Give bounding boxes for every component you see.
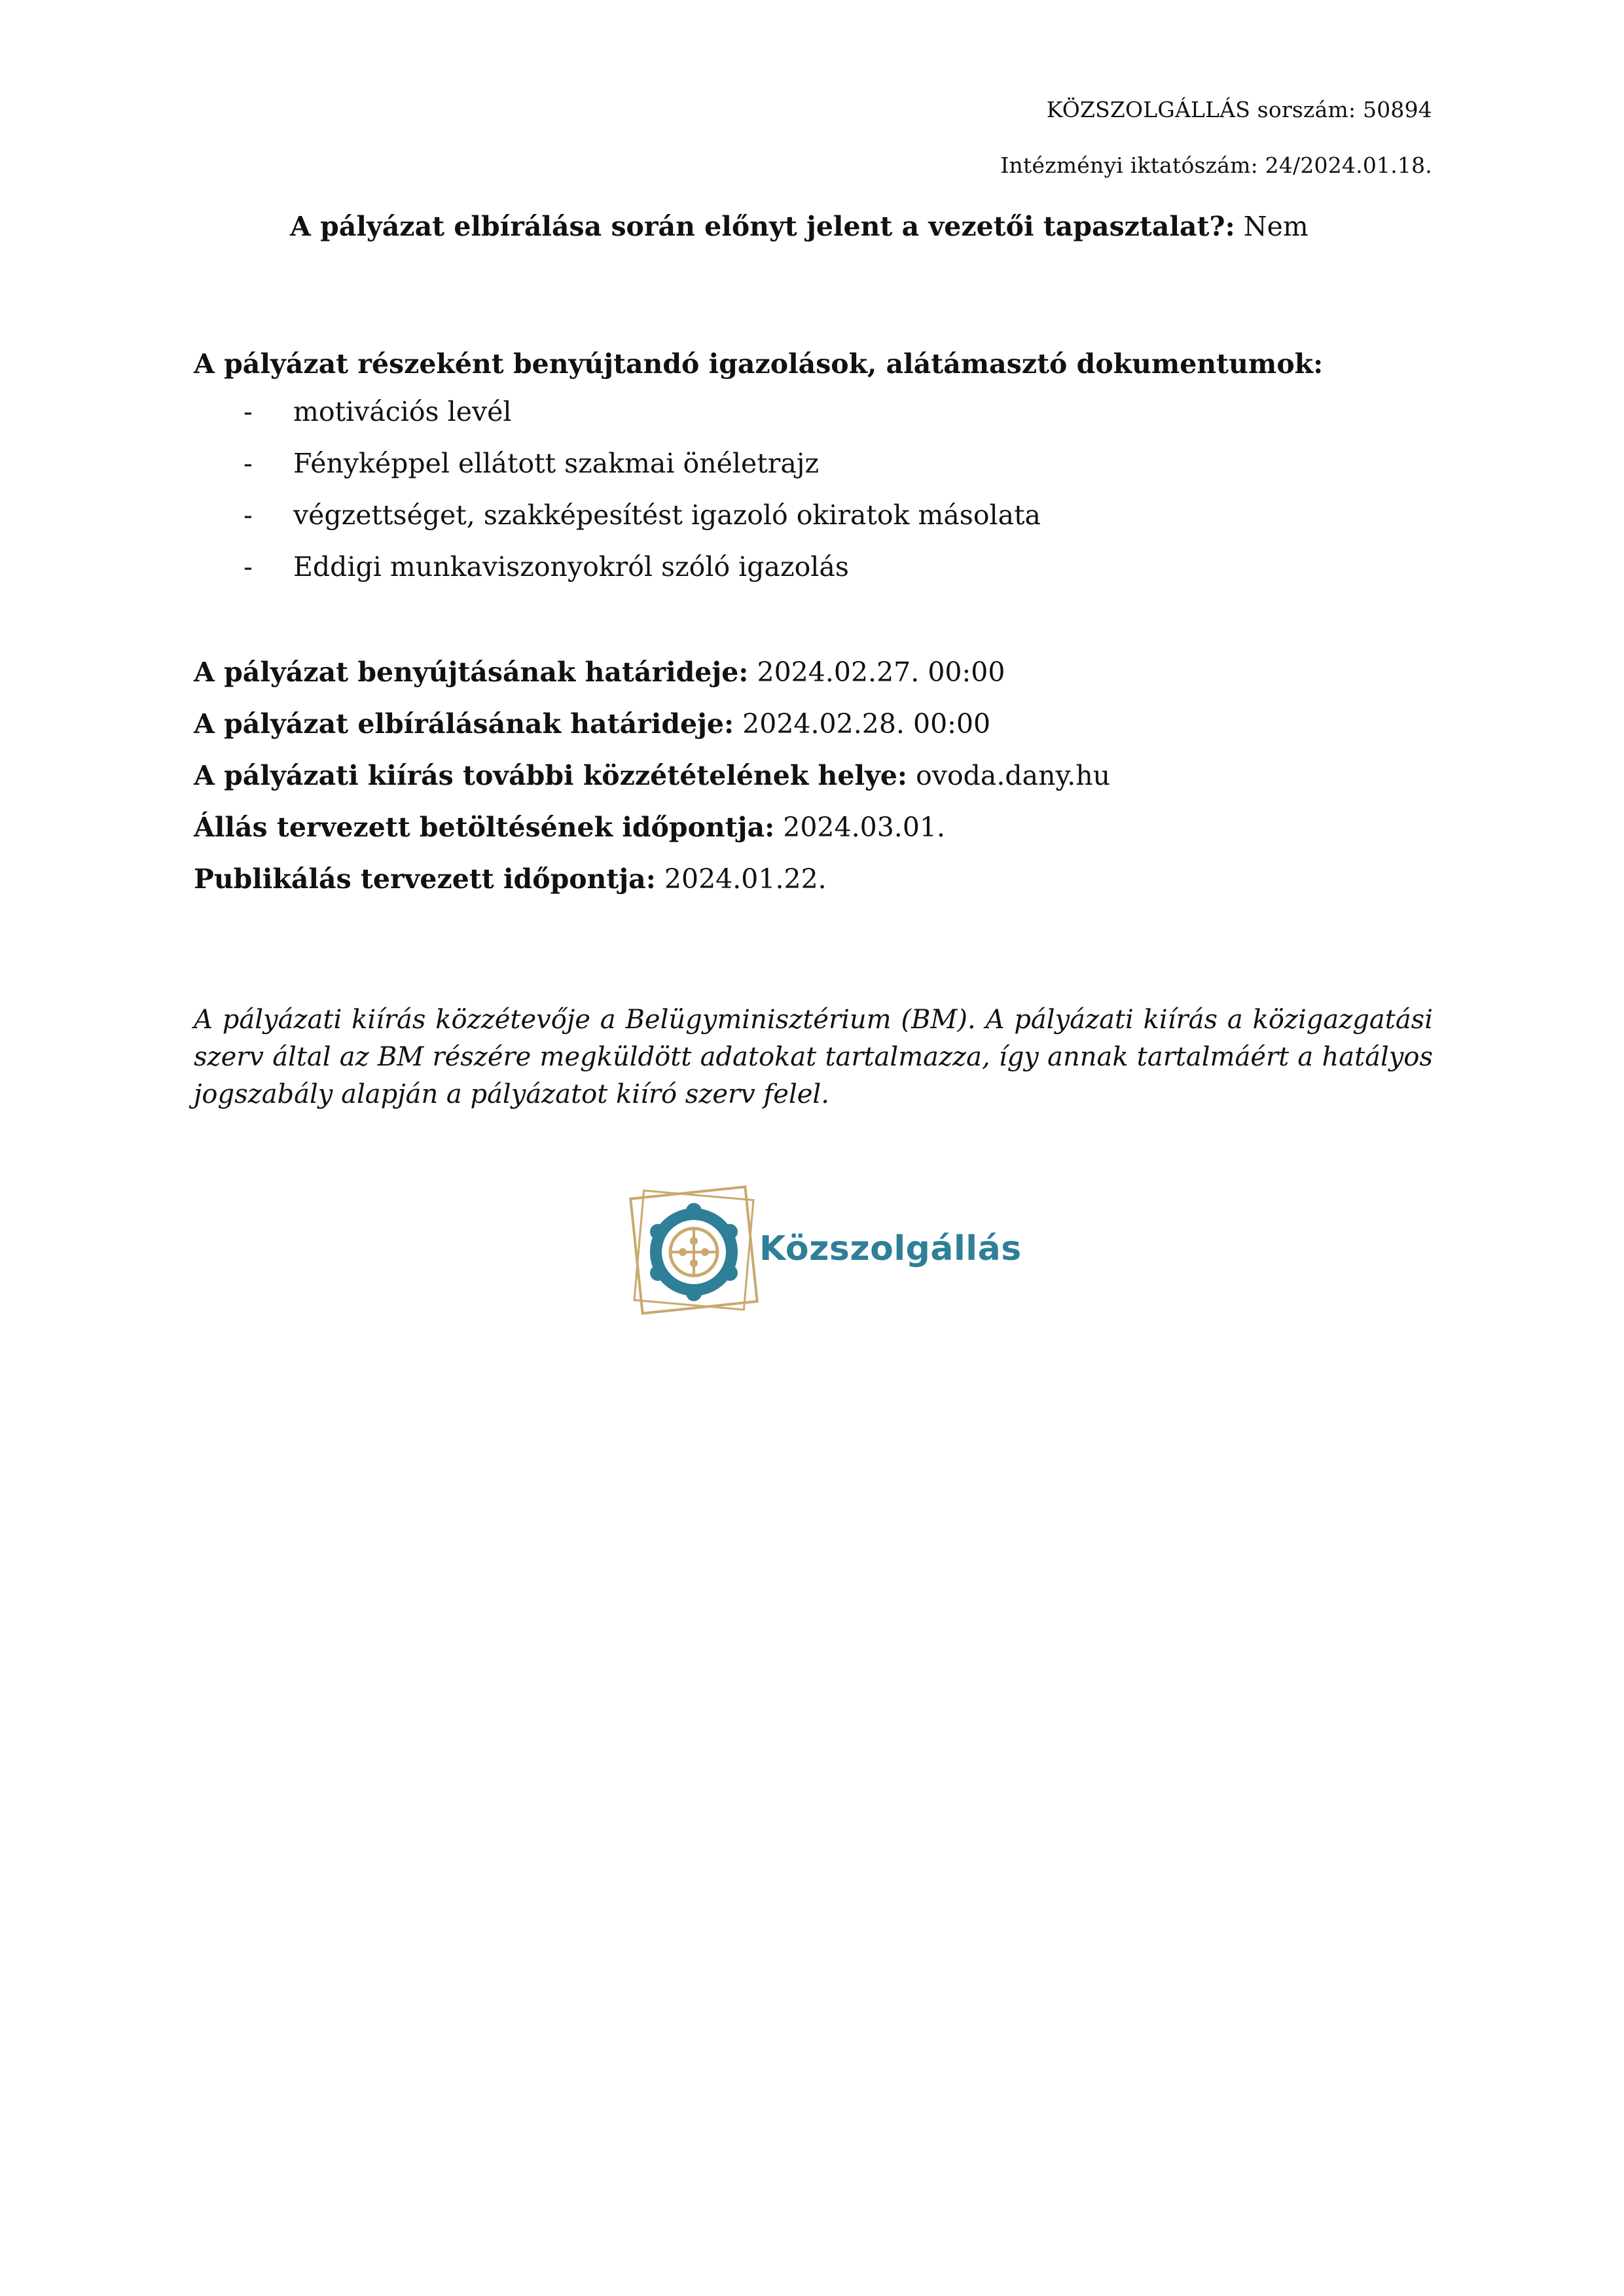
evaluation-deadline: A pályázat elbírálásának határideje: 2024.02.28. 00:00 <box>194 708 991 740</box>
publication-place: A pályázati kiírás további közzétételének helye: ovoda.dany.hu <box>194 760 1111 791</box>
deadlines-section <box>194 656 1110 915</box>
question-label: A pályázat elbírálása során előnyt jelent a vezetői tapasztalat?: <box>290 211 1235 242</box>
kozszolgallas-logo <box>622 1178 1028 1329</box>
documents-title: A pályázat részeként benyújtandó igazolások, alátámasztó dokumentumok: <box>194 348 1324 380</box>
submission-deadline: A pályázat benyújtásának határideje: 2024.02.27. 00:00 <box>194 656 1005 688</box>
documents-list <box>194 396 1041 603</box>
planned-publication-date: Publikálás tervezett időpontja: 2024.01.22. <box>194 863 827 895</box>
list-item: - Fényképpel ellátott szakmai önéletrajz <box>244 448 820 479</box>
list-item: - végzettséget, szakképesítést igazoló okiratok másolata <box>244 499 1041 531</box>
logo-emblem-icon <box>622 1178 766 1329</box>
list-item: - Eddigi munkaviszonyokról szóló igazolás <box>244 551 849 583</box>
list-item: - motivációs levél <box>244 396 512 427</box>
question-value: Nem <box>1243 211 1308 242</box>
serial-number: KÖZSZOLGÁLLÁS sorszám: 50894 <box>1046 97 1432 122</box>
leadership-question <box>290 211 1308 242</box>
registry-number: Intézményi iktatószám: 24/2024.01.18. <box>1000 152 1432 178</box>
logo-wordmark: Közszolgállás <box>759 1229 1022 1268</box>
publisher-notice: A pályázati kiírás közzétevője a Belügyminisztérium (BM). A pályázati kiírás a közigazgatási szerv által az BM részére megküldött adatokat tartalmazza, így annak tartalmáért a hatályos jogszabály alapján a pályázatot kiíró szerv felel. <box>194 1005 1433 1109</box>
planned-start-date: Állás tervezett betöltésének időpontja: 2024.03.01. <box>194 812 946 843</box>
